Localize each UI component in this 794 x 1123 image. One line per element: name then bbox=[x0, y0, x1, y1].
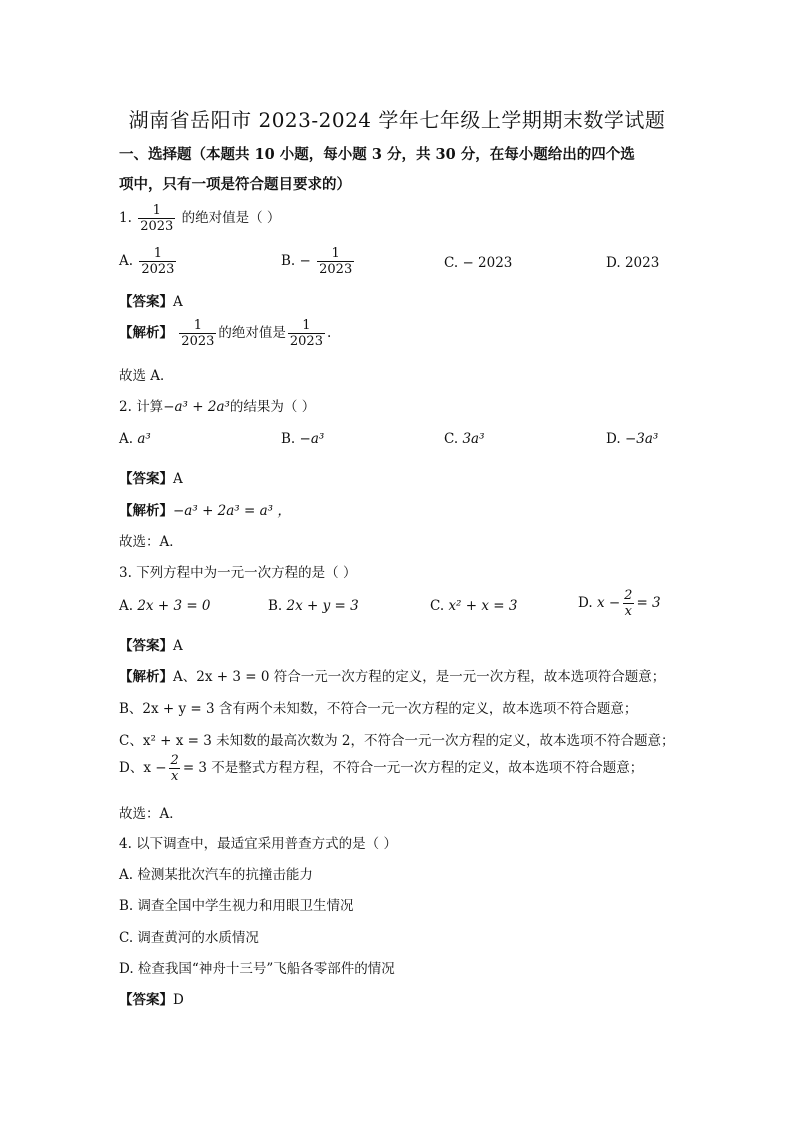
q2-option-a: A. a³ bbox=[119, 431, 151, 447]
question-2-stem: 2. 计算−a³ + 2a³的结果为（ ） bbox=[119, 399, 316, 415]
q4-option-d: D. 检查我国“神舟十三号”飞船各零部件的情况 bbox=[119, 961, 395, 977]
question-1-stem bbox=[119, 203, 280, 234]
q2-explanation: 【解析】−a³ + 2a³ = a³ ， bbox=[119, 503, 291, 519]
q4-option-a: A. 检测某批次汽车的抗撞击能力 bbox=[119, 867, 313, 883]
q4-option-c: C. 调查黄河的水质情况 bbox=[119, 930, 259, 946]
question-number: 1. bbox=[119, 210, 132, 226]
q1-option-d: D. 2023 bbox=[606, 255, 660, 271]
question-4-stem: 4. 以下调查中，最适宜采用普查方式的是（ ） bbox=[119, 836, 397, 852]
page-title: 湖南省岳阳市 2023-2024 学年七年级上学期期末数学试题 bbox=[128, 108, 666, 132]
q3-explanation-d: D、x − $\frac{2}{x}$ = 3 不是整式方程方程，不符合一元一次方程的定义，故本选项不符合题意； bbox=[119, 753, 644, 784]
q3-option-b: B. 2x + y = 3 bbox=[268, 598, 359, 614]
q1-option-b: B. − $\frac{1}{2023}$ bbox=[281, 246, 353, 277]
section-heading-line2: 项中，只有一项是符合题目要求的） bbox=[119, 176, 351, 193]
q2-option-d: D. −3a³ bbox=[606, 431, 659, 447]
section-heading-line1: 一、选择题（本题共 10 小题，每小题 3 分，共 30 分，在每小题给出的四个选 bbox=[119, 146, 635, 163]
q2-choose: 故选：A． bbox=[119, 534, 183, 550]
q3-option-d: D. x − $\frac{2}{x}$ = 3 bbox=[578, 588, 661, 619]
question-3-stem: 3. 下列方程中为一元一次方程的是（ ） bbox=[119, 565, 357, 581]
q3-explanation-b: B、2x + y = 3 含有两个未知数，不符合一元一次方程的定义，故本选项不符合题意； bbox=[119, 701, 638, 717]
section-heading bbox=[119, 140, 679, 200]
q3-option-a: A. 2x + 3 = 0 bbox=[119, 598, 211, 614]
q2-answer: 【答案】A bbox=[119, 471, 183, 487]
q2-option-b: B. −a³ bbox=[281, 431, 325, 447]
question-text: 的绝对值是（ ） bbox=[181, 210, 281, 226]
q3-explanation-a: 【解析】A、2x + 3 = 0 符合一元一次方程的定义，是一元一次方程，故本选项符合题意； bbox=[119, 669, 666, 685]
q1-explanation: 【解析】 $\frac{1}{2023}$ 的绝对值是 $\frac{1}{2023}$ . bbox=[119, 318, 332, 349]
q1-choose: 故选 A． bbox=[119, 368, 174, 384]
q1-answer: 【答案】A bbox=[119, 294, 183, 310]
q4-answer: 【答案】D bbox=[119, 992, 184, 1008]
q3-option-c: C. x² + x = 3 bbox=[430, 598, 518, 614]
q3-choose: 故选：A． bbox=[119, 806, 183, 822]
q2-option-c: C. 3a³ bbox=[444, 431, 485, 447]
q3-explanation-c: C、x² + x = 3 未知数的最高次数为 2，不符合一元一次方程的定义，故本选项不符合题意； bbox=[119, 733, 675, 749]
fraction: $\frac{1}{2023}$ bbox=[140, 203, 174, 234]
q1-option-a: A. $\frac{1}{2023}$ bbox=[119, 246, 175, 277]
q3-answer: 【答案】A bbox=[119, 638, 183, 654]
q4-option-b: B. 调查全国中学生视力和用眼卫生情况 bbox=[119, 898, 354, 914]
q1-option-c: C. − 2023 bbox=[444, 255, 513, 271]
